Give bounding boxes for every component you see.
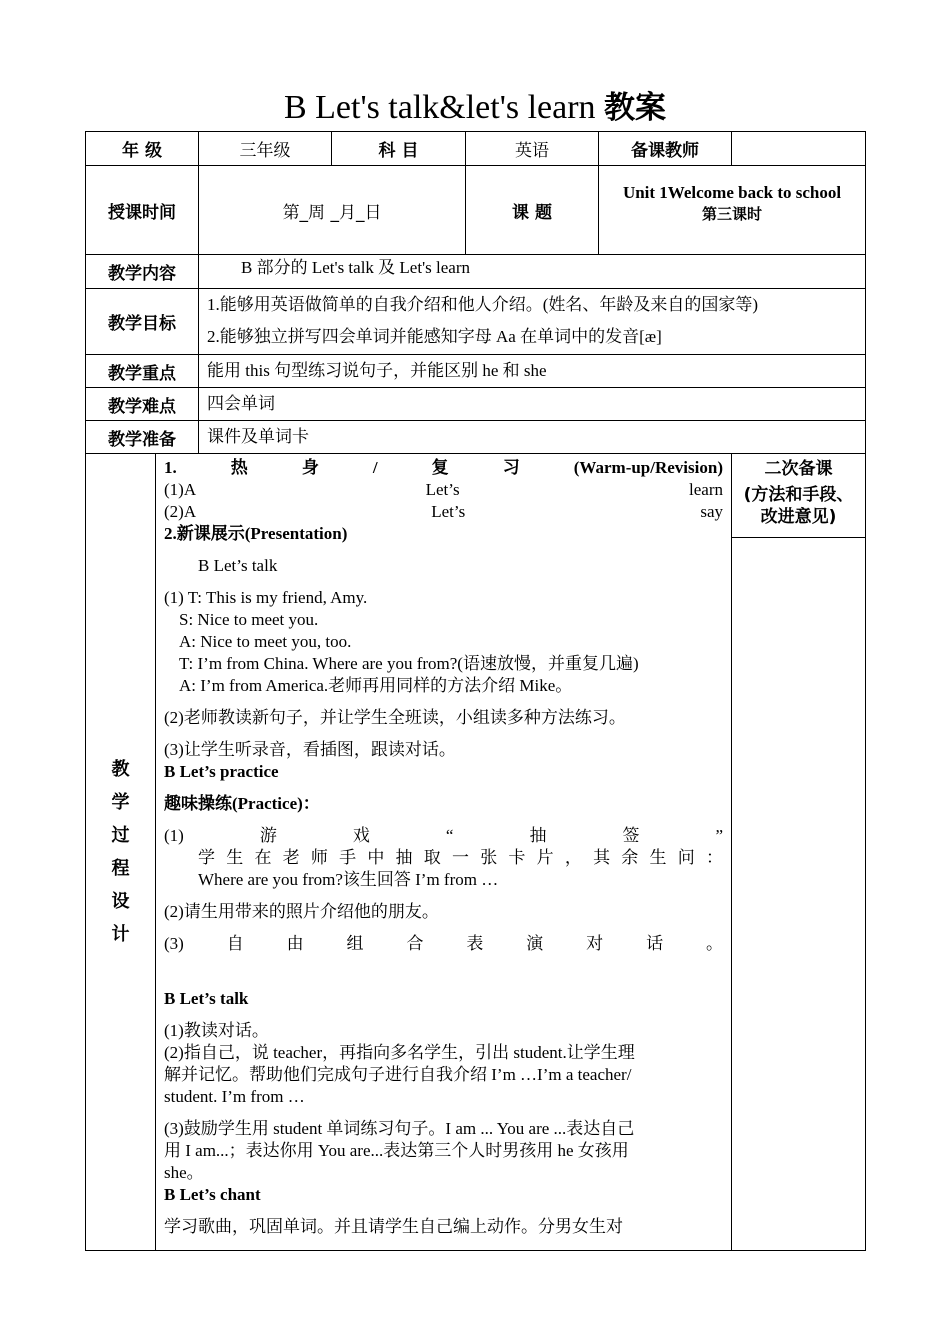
topic-value-en: Unit 1Welcome back to school bbox=[622, 183, 842, 202]
title-en: B Let's talk&let's learn bbox=[283, 89, 605, 126]
title-zh: 教案 bbox=[604, 90, 667, 126]
chant-text: 学习歌曲，巩固单词。并且请学生自己编上动作。分男女生对 bbox=[164, 1217, 623, 1236]
goal-item: 1.能够用英语做简单的自我介绍和他人介绍。(姓名、年龄及来自的国家等) bbox=[207, 295, 759, 314]
preparation-value: 课件及单词卡 bbox=[199, 421, 866, 454]
section-title: B Let’s chant bbox=[164, 1185, 261, 1204]
warmup-heading: 1. 热 身 / 复 习 (Warm-up/Revision) bbox=[164, 458, 723, 478]
notes-subtitle: 改进意见) bbox=[760, 507, 837, 527]
goal-item: 2.能够独立拼写四会单词并能感知字母 Aa 在单词中的发音[æ] bbox=[207, 327, 662, 346]
process-label-char: 学 bbox=[111, 792, 130, 813]
dialog-line: (1) T: This is my friend, Amy. bbox=[164, 588, 368, 607]
content-value: B 部分的 Let's talk 及 Let's learn bbox=[199, 255, 866, 289]
section-title: B Let’s talk bbox=[198, 556, 278, 575]
topic-cell bbox=[599, 166, 866, 255]
warmup-item: (1)A Let’s learn bbox=[164, 480, 723, 499]
teacher-value bbox=[732, 132, 866, 166]
game-line: Where are you from?该生回答 I’m from … bbox=[198, 870, 499, 889]
preparation-label: 教学准备 bbox=[86, 421, 199, 454]
presentation-heading: 2.新课展示(Presentation) bbox=[164, 524, 348, 543]
row-process bbox=[86, 454, 866, 1251]
practice-item: (2)请生用带来的照片介绍他的朋友。 bbox=[164, 902, 439, 921]
notes-subtitle: (方法和手段、 bbox=[743, 485, 854, 505]
process-label-char: 过 bbox=[111, 825, 130, 846]
talk-step: (2)指自己，说 teacher，再指向多名学生，引出 student.让学生理 bbox=[164, 1043, 635, 1062]
notes-header bbox=[732, 454, 865, 538]
process-label-char: 教 bbox=[111, 759, 130, 780]
grade-label: 年 级 bbox=[86, 132, 199, 166]
process-content bbox=[156, 454, 732, 1251]
goals-label: 教学目标 bbox=[86, 289, 199, 355]
row-grade bbox=[86, 132, 866, 166]
process-label-char: 设 bbox=[111, 891, 130, 912]
time-value: 第_周 _月_日 bbox=[199, 166, 466, 255]
page-title bbox=[0, 86, 950, 130]
section-title: B Let’s practice bbox=[164, 762, 279, 781]
difficulties-label: 教学难点 bbox=[86, 388, 199, 421]
row-time bbox=[86, 166, 866, 255]
practice-heading: 趣味操练(Practice)： bbox=[164, 794, 320, 813]
row-difficulties bbox=[86, 388, 866, 421]
key-points-value: 能用 this 句型练习说句子，并能区别 he 和 she bbox=[199, 355, 866, 388]
time-label: 授课时间 bbox=[86, 166, 199, 255]
notes-column bbox=[732, 454, 866, 1251]
difficulties-value: 四会单词 bbox=[199, 388, 866, 421]
goals-cell bbox=[199, 289, 866, 355]
grade-value: 三年级 bbox=[199, 132, 332, 166]
practice-item: (3) 自 由 组 合 表 演 对 话 。 bbox=[164, 934, 723, 954]
talk-step: 解并记忆。帮助他们完成句子进行自我介绍 I’m …I’m a teacher/ bbox=[164, 1065, 632, 1084]
subject-label: 科 目 bbox=[332, 132, 466, 166]
game-line: (1) 游 戏 “ 抽 签 ” bbox=[164, 826, 724, 846]
dialog-line: T: I’m from China. Where are you from?(语速放慢，并重复几遍) bbox=[179, 654, 639, 673]
talk-step: she。 bbox=[164, 1163, 204, 1182]
step-text: (2)老师教读新句子，并让学生全班读，小组读多种方法练习。 bbox=[164, 708, 626, 727]
topic-value-zh: 第三课时 bbox=[702, 205, 763, 223]
row-goals bbox=[86, 289, 866, 355]
dialog-line: A: Nice to meet you, too. bbox=[179, 632, 352, 651]
step-text: (3)让学生听录音，看插图，跟读对话。 bbox=[164, 740, 456, 759]
row-key-points bbox=[86, 355, 866, 388]
process-label-char: 计 bbox=[111, 924, 130, 945]
process-label-char: 程 bbox=[111, 858, 130, 879]
talk-step: 用 I am...；表达你用 You are...表达第三个人时男孩用 he 女孩用 bbox=[164, 1141, 629, 1160]
warmup-item: (2)A Let’s say bbox=[164, 502, 723, 521]
key-points-label: 教学重点 bbox=[86, 355, 199, 388]
lesson-plan-table bbox=[85, 131, 866, 1251]
dialog-line: A: I’m from America.老师再用同样的方法介绍 Mike。 bbox=[179, 676, 573, 695]
process-label bbox=[86, 454, 156, 1251]
dialog-line: S: Nice to meet you. bbox=[179, 610, 319, 629]
content-label: 教学内容 bbox=[86, 255, 199, 289]
game-line: 学 生 在 老 师 手 中 抽 取 一 张 卡 片 ， 其 余 生 问 ： bbox=[198, 848, 723, 868]
subject-value: 英语 bbox=[466, 132, 599, 166]
row-content bbox=[86, 255, 866, 289]
row-preparation bbox=[86, 421, 866, 454]
notes-title: 二次备课 bbox=[764, 459, 833, 479]
section-title: B Let’s talk bbox=[164, 989, 249, 1008]
talk-step: (1)教读对话。 bbox=[164, 1021, 269, 1040]
topic-label: 课 题 bbox=[466, 166, 599, 255]
talk-step: (3)鼓励学生用 student 单词练习句子。I am ... You are ...表达自己 bbox=[164, 1119, 635, 1138]
talk-step: student. I’m from … bbox=[164, 1087, 305, 1106]
teacher-label: 备课教师 bbox=[599, 132, 732, 166]
